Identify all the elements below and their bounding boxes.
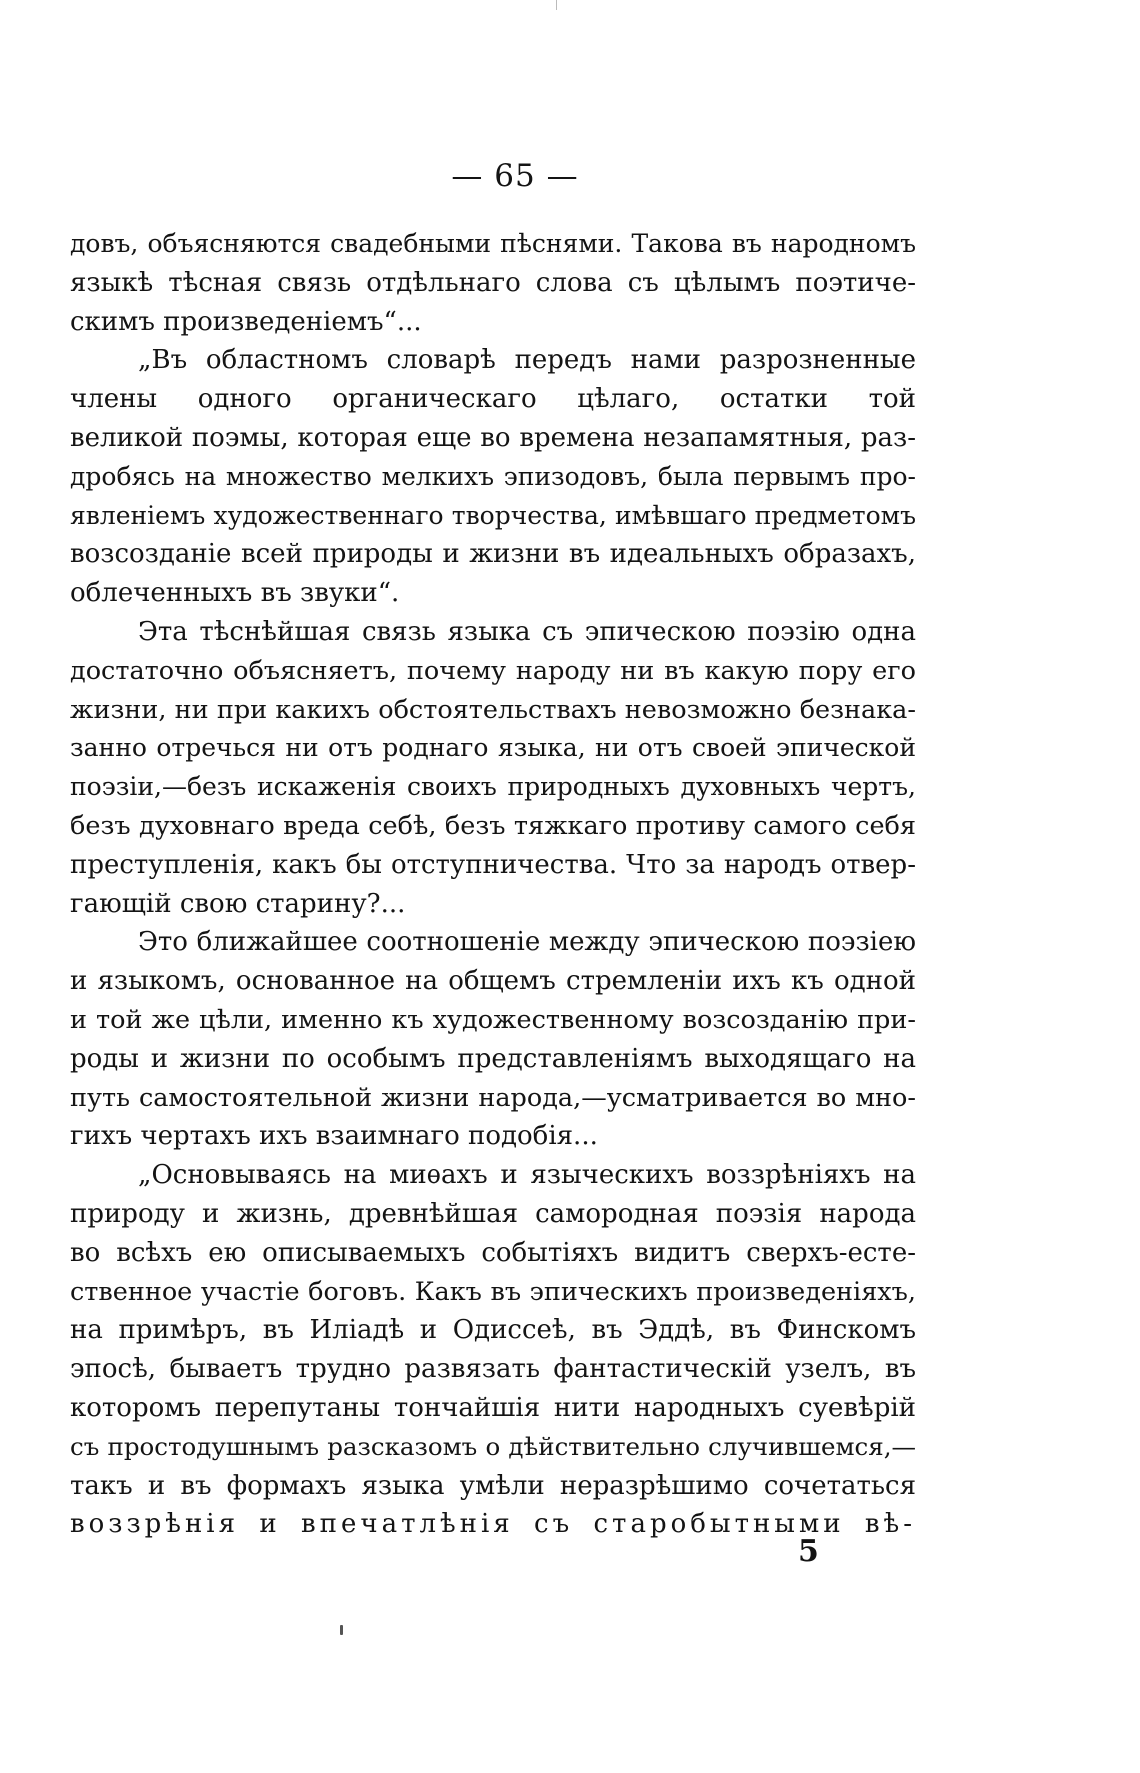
body-text xyxy=(70,225,916,1544)
text-line: довъ, объясняются свадебными пѣснями. Такова въ народномъ xyxy=(70,229,916,258)
text-line: скимъ произведеніемъ“... xyxy=(70,306,422,337)
text-line: которомъ перепутаны тончайшія нити народныхъ суевѣрій xyxy=(70,1392,916,1423)
text-line: гихъ чертахъ ихъ взаимнаго подобія... xyxy=(70,1121,598,1152)
text-line: съ простодушнымъ разсказомъ о дѣйствительно случившемся,— xyxy=(70,1431,916,1461)
text-line: Это ближайшее соотношеніе между эпическою поэзіею xyxy=(138,927,916,958)
text-line: путь самостоятельной жизни народа,—усматривается во мно- xyxy=(70,1082,916,1113)
signature-mark: 5 xyxy=(798,1534,819,1569)
text-line: великой поэмы, которая еще во времена незапамятныя, раз- xyxy=(70,422,916,453)
text-line: воззрѣнія и впечатлѣнія съ старобытными вѣ- xyxy=(70,1509,916,1540)
text-line: ственное участіе боговъ. Какъ въ эпическихъ произведеніяхъ, xyxy=(70,1276,916,1307)
text-line: занно отречься ни отъ роднаго языка, ни отъ своей эпической xyxy=(70,733,916,763)
text-line: роды и жизни по особымъ представленіямъ выходящаго на xyxy=(70,1043,916,1074)
text-line: языкѣ тѣсная связь отдѣльнаго слова съ цѣлымъ поэтиче- xyxy=(70,267,916,298)
text-line: безъ духовнаго вреда себѣ, безъ тяжкаго противу самого себя xyxy=(70,810,916,841)
text-line: достаточно объясняетъ, почему народу ни въ какую пору его xyxy=(70,655,916,686)
text-line: во всѣхъ ею описываемыхъ событіяхъ видитъ сверхъ-есте- xyxy=(70,1237,916,1268)
text-line: эпосѣ, бываетъ трудно развязать фантастическій узелъ, въ xyxy=(70,1354,916,1385)
text-line: Эта тѣснѣйшая связь языка съ эпическою поэзію одна xyxy=(138,616,916,647)
text-line: члены одного органическаго цѣлаго, остатки той xyxy=(70,384,916,415)
text-line: преступленія, какъ бы отступничества. Что за народъ отвер- xyxy=(70,849,916,880)
page-number-header: — 65 — xyxy=(451,158,579,194)
text-line: природу и жизнь, древнѣйшая самородная поэзія народа xyxy=(70,1198,916,1229)
scan-artifact-top xyxy=(556,0,557,10)
text-line: поэзіи,—безъ искаженія своихъ природныхъ духовныхъ чертъ, xyxy=(70,772,916,802)
text-line: дробясь на множество мелкихъ эпизодовъ, была первымъ про- xyxy=(70,461,916,491)
text-line: облеченныхъ въ звуки“. xyxy=(70,578,400,609)
text-line: и той же цѣли, именно къ художественному возсозданію при- xyxy=(70,1004,916,1035)
text-line: „Въ областномъ словарѣ передъ нами разрозненные xyxy=(138,345,916,376)
text-line: и языкомъ, основанное на общемъ стремленіи ихъ къ одной xyxy=(70,966,916,997)
scan-speck xyxy=(340,1625,343,1635)
text-line: жизни, ни при какихъ обстоятельствахъ невозможно безнака- xyxy=(70,694,916,725)
text-line: возсозданіе всей природы и жизни въ идеальныхъ образахъ, xyxy=(70,539,916,570)
text-line: на примѣръ, въ Иліадѣ и Одиссеѣ, въ Эддѣ, въ Финскомъ xyxy=(70,1315,916,1346)
text-line: гающій свою старину?... xyxy=(70,888,406,919)
text-line: „Основываясь на миѳахъ и языческихъ воззрѣніяхъ на xyxy=(138,1160,916,1191)
text-line: такъ и въ формахъ языка умѣли неразрѣшимо сочетаться xyxy=(70,1470,916,1501)
text-line: явленіемъ художественнаго творчества, имѣвшаго предметомъ xyxy=(70,500,916,530)
